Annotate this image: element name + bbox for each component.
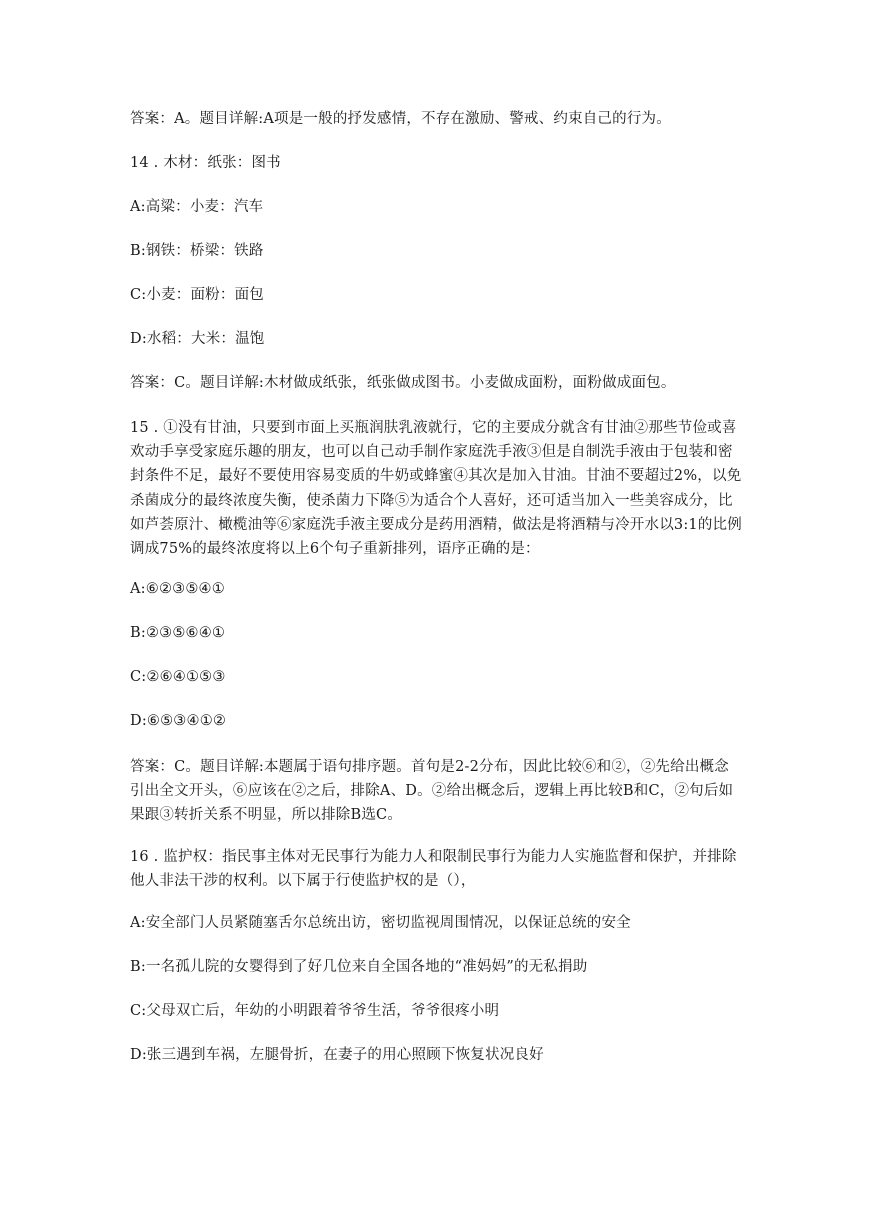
answer-13: 答案：A。题目详解:A项是一般的抒发感情，不存在激励、警戒、约束自己的行为。 xyxy=(130,111,671,127)
question-14-stem: 14 . 木材：纸张：图书 xyxy=(130,155,281,171)
question-16-stem: 16 . 监护权：指民事主体对无民事行为能力人和限制民事行为能力人实施监督和保护，并排除他人非法干涉的权利。以下属于行使监护权的是（）， xyxy=(130,849,737,890)
question-15-option-c: C:②⑥④①⑤③ xyxy=(130,669,226,685)
question-16-option-c: C:父母双亡后，年幼的小明跟着爷爷生活，爷爷很疼小明 xyxy=(130,1003,500,1019)
question-14-option-c: C:小麦：面粉：面包 xyxy=(130,287,264,303)
answer-14: 答案：C。题目详解:木材做成纸张，纸张做成图书。小麦做成面粉，面粉做成面包。 xyxy=(130,375,676,391)
question-14-option-a: A:高粱：小麦：汽车 xyxy=(130,199,264,215)
question-16-option-b: B:一名孤儿院的女婴得到了好几位来自全国各地的“准妈妈”的无私捐助 xyxy=(130,959,588,975)
answer-15: 答案：C。题目详解:本题属于语句排序题。首句是2-2分布，因此比较⑥和②，②先给出概念引出全文开头，⑥应该在②之后，排除A、D。②给出概念后，逻辑上再比较B和C，②句后如果跟③转折关系不明显，所以排除B选C。 xyxy=(130,759,734,824)
question-15-option-b: B:②③⑤⑥④① xyxy=(130,625,226,641)
question-15-option-a: A:⑥②③⑤④① xyxy=(130,581,225,597)
question-16-option-a: A:安全部门人员紧随塞舌尔总统出访，密切监视周围情况，以保证总统的安全 xyxy=(130,915,631,931)
question-16-option-d: D:张三遇到车祸，左腿骨折，在妻子的用心照顾下恢复状况良好 xyxy=(130,1047,544,1063)
question-15-stem: 15 . ①没有甘油，只要到市面上买瓶润肤乳液就行，它的主要成分就含有甘油②那些节俭或喜欢动手享受家庭乐趣的朋友，也可以自己动手制作家庭洗手液③但是自制洗手液由于包装和密封条件不足，最好不要使用容易变质的牛奶或蜂蜜④其次是加入甘油。甘油不要超过2%，以免杀菌成分的最终浓度失衡，使杀菌力下降⑤为适合个人喜好，还可适当加入一些美容成分，比如芦荟原汁、橄榄油等⑥家庭洗手液主要成分是药用酒精，做法是将酒精与冷开水以3:1的比例调成75%的最终浓度将以上6个句子重新排列，语序正确的是： xyxy=(130,420,742,558)
question-14-option-d: D:水稻：大米：温饱 xyxy=(130,331,265,347)
question-15-option-d: D:⑥⑤③④①② xyxy=(130,713,227,729)
question-14-option-b: B:钢铁：桥梁：铁路 xyxy=(130,243,264,259)
